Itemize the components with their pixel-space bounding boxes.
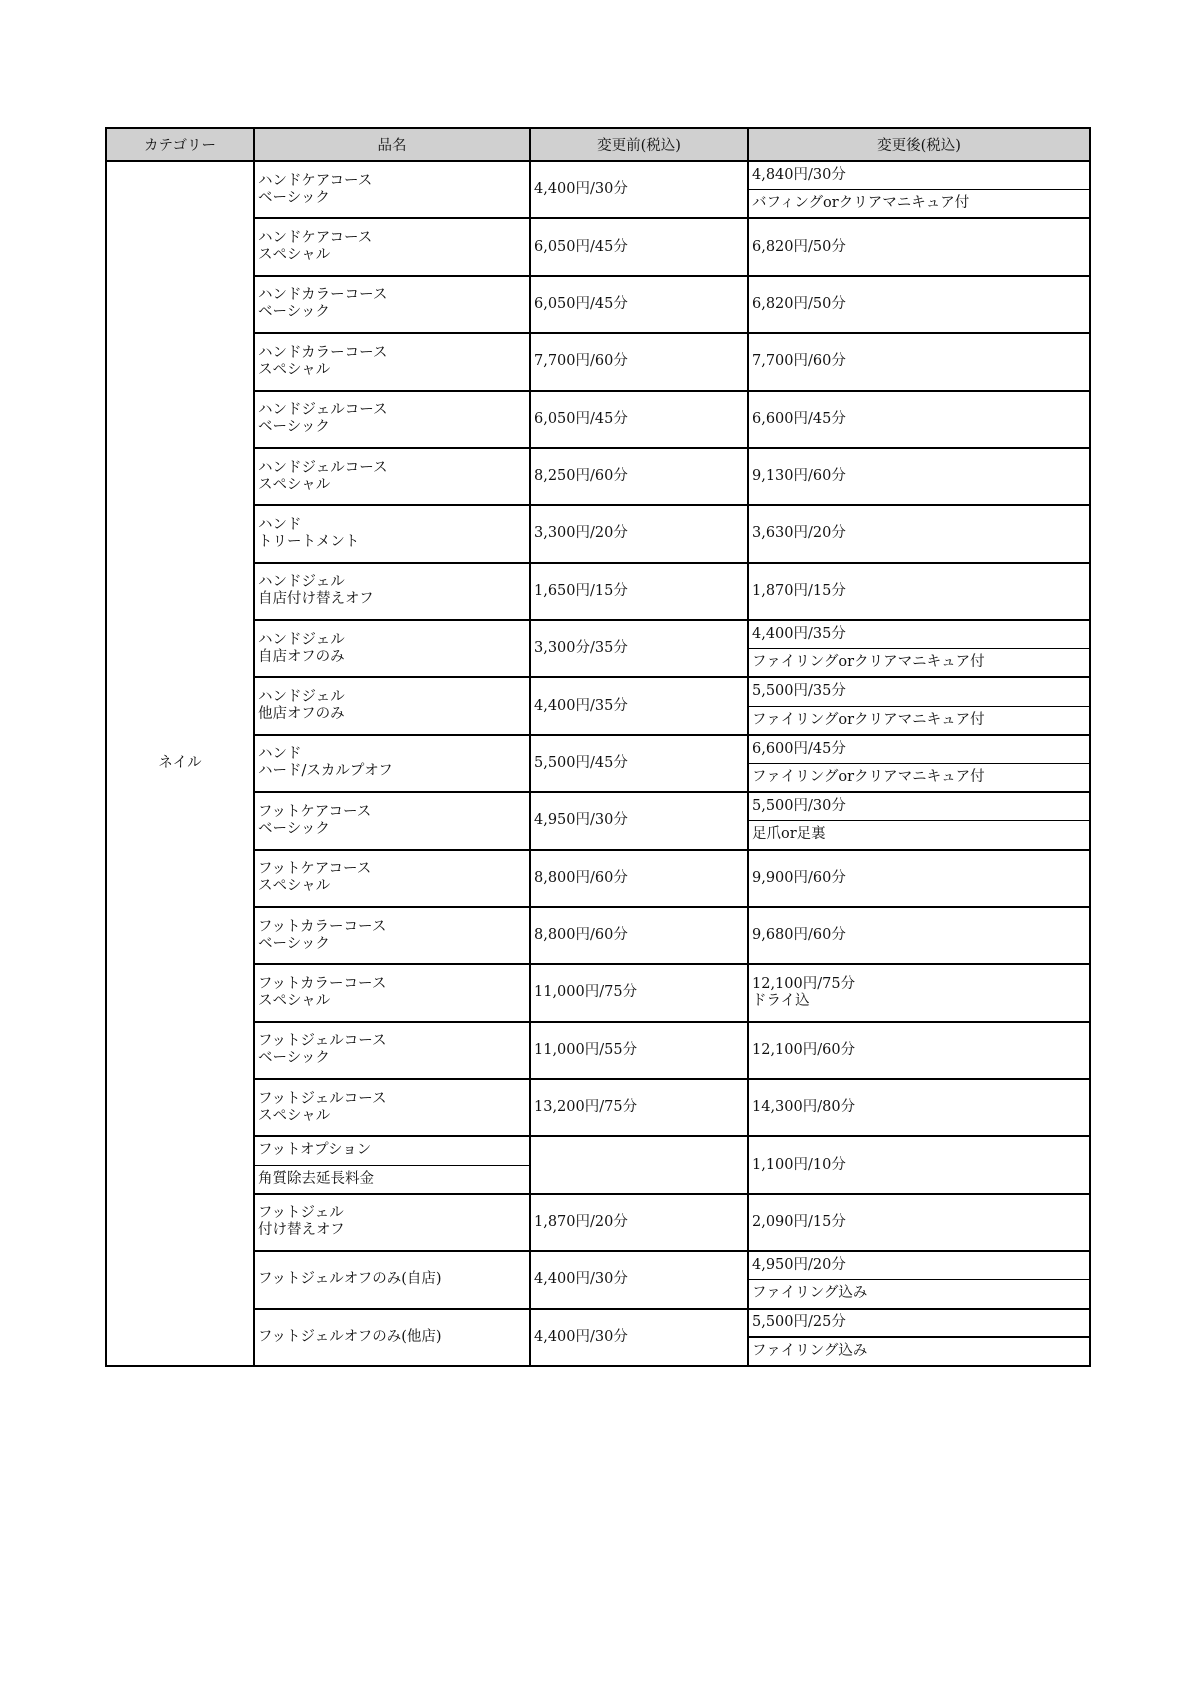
price-after-cell: 4,950円/20分 — [748, 1251, 1090, 1280]
table-row — [106, 620, 1090, 649]
text-line: ハンド — [258, 746, 302, 763]
price-after-cell: 4,400円/35分 — [748, 620, 1090, 649]
price-after-cell — [748, 1022, 1090, 1079]
item-name-cell — [254, 735, 530, 792]
item-name-cell — [254, 677, 530, 734]
price-before-cell: 6,050円/45分 — [530, 218, 748, 275]
price-table-body — [106, 161, 1090, 1366]
item-name-cell — [254, 276, 530, 333]
table-row — [106, 1022, 1090, 1051]
text-line: フットジェルコース — [258, 1033, 387, 1050]
price-before-cell: 11,000円/75分 — [530, 964, 748, 1021]
text-line: トリートメント — [258, 533, 360, 550]
text-line: ベーシック — [258, 935, 330, 952]
text-line: フットケアコース — [258, 803, 372, 820]
text-line: 14,300円/80分 — [752, 1099, 856, 1116]
text-line: 6,820円/50分 — [752, 238, 846, 255]
text-line: ハード/スカルプオフ — [258, 763, 393, 780]
price-before-cell: 13,200円/75分 — [530, 1079, 748, 1136]
table-row — [106, 1309, 1090, 1338]
price-before-cell: 4,400円/30分 — [530, 161, 748, 218]
text-line: 自店付け替えオフ — [258, 591, 374, 608]
header-price-before: 変更前(税込) — [530, 128, 748, 161]
text-line: フットカラーコース — [258, 918, 387, 935]
table-row — [106, 333, 1090, 362]
item-name-cell — [254, 333, 530, 390]
text-line: 自店オフのみ — [258, 648, 345, 665]
header-category: カテゴリー — [106, 128, 254, 161]
table-row — [106, 735, 1090, 764]
text-line: スペシャル — [258, 878, 331, 895]
price-after-note-cell: ファイリングorクリアマニキュア付 — [748, 706, 1090, 735]
text-line: 1,100円/10分 — [752, 1156, 846, 1173]
price-before-cell: 8,250円/60分 — [530, 448, 748, 505]
text-line: スペシャル — [258, 1107, 331, 1124]
price-after-cell: 5,500円/25分 — [748, 1309, 1090, 1338]
table-row — [106, 276, 1090, 305]
price-before-cell: 4,950円/30分 — [530, 792, 748, 849]
text-line: ハンドケアコース — [258, 172, 373, 189]
text-line: 付け替えオフ — [258, 1222, 345, 1239]
text-line: ハンドジェル — [258, 689, 345, 706]
text-line: ハンドジェル — [258, 574, 345, 591]
item-name-cell — [254, 850, 530, 907]
price-after-cell: 5,500円/30分 — [748, 792, 1090, 821]
text-line: スペシャル — [258, 247, 331, 264]
table-row — [106, 907, 1090, 936]
text-line: 6,820円/50分 — [752, 295, 846, 312]
text-line: 他店オフのみ — [258, 706, 345, 723]
text-line: ベーシック — [258, 419, 330, 436]
text-line: ハンドジェル — [258, 631, 345, 648]
price-after-note-cell: ファイリング込み — [748, 1280, 1090, 1309]
table-row — [106, 850, 1090, 879]
price-after-cell — [748, 333, 1090, 390]
price-before-cell: 1,650円/15分 — [530, 563, 748, 620]
text-line: 1,870円/15分 — [752, 582, 846, 599]
price-before-cell: 3,300円/20分 — [530, 505, 748, 562]
price-before-cell: 4,400円/30分 — [530, 1251, 748, 1308]
table-row — [106, 563, 1090, 592]
price-after-cell: 5,500円/35分 — [748, 677, 1090, 706]
item-name-cell — [254, 792, 530, 849]
text-line: 9,130円/60分 — [752, 468, 846, 485]
text-line: 9,900円/60分 — [752, 869, 846, 886]
item-name-cell: フットオプション — [254, 1136, 530, 1165]
text-line: ドライ込 — [752, 992, 810, 1009]
price-after-cell — [748, 448, 1090, 505]
item-name-cell: 角質除去延長料金 — [254, 1165, 530, 1194]
price-after-cell — [748, 1194, 1090, 1251]
text-line: スペシャル — [258, 476, 331, 493]
text-line: 2,090円/15分 — [752, 1213, 846, 1230]
header-item-name: 品名 — [254, 128, 530, 161]
price-after-note-cell: ファイリングorクリアマニキュア付 — [748, 763, 1090, 792]
text-line: ベーシック — [258, 189, 330, 206]
text-line: フットジェルオフのみ(自店) — [258, 1271, 442, 1288]
table-row — [106, 161, 1090, 190]
text-line: 12,100円/60分 — [752, 1041, 856, 1058]
table-row — [106, 1136, 1090, 1165]
text-line: ベーシック — [258, 820, 330, 837]
text-line: ハンドカラーコース — [258, 287, 388, 304]
text-line: フットジェル — [258, 1205, 344, 1222]
price-after-cell: 6,600円/45分 — [748, 735, 1090, 764]
text-line: 6,600円/45分 — [752, 410, 846, 427]
item-name-cell — [254, 1194, 530, 1251]
price-before-cell: 11,000円/55分 — [530, 1022, 748, 1079]
item-name-cell — [254, 907, 530, 964]
price-before-cell — [530, 1136, 748, 1193]
table-row — [106, 677, 1090, 706]
header-row — [106, 128, 1090, 161]
price-before-cell: 7,700円/60分 — [530, 333, 748, 390]
table-row — [106, 792, 1090, 821]
price-after-cell — [748, 276, 1090, 333]
text-line: 3,630円/20分 — [752, 525, 846, 542]
price-after-cell — [748, 218, 1090, 275]
price-after-cell — [748, 964, 1090, 1021]
price-after-cell — [748, 563, 1090, 620]
price-before-cell: 4,400円/30分 — [530, 1309, 748, 1366]
text-line: スペシャル — [258, 992, 331, 1009]
text-line: 9,680円/60分 — [752, 927, 846, 944]
item-name-cell — [254, 1251, 530, 1308]
item-name-cell — [254, 1309, 530, 1366]
price-after-note-cell: ファイリングorクリアマニキュア付 — [748, 649, 1090, 678]
text-line: フットジェルオフのみ(他店) — [258, 1328, 442, 1345]
item-name-cell — [254, 620, 530, 677]
text-line: ハンドケアコース — [258, 230, 373, 247]
price-before-cell: 6,050円/45分 — [530, 276, 748, 333]
table-row — [106, 1079, 1090, 1108]
price-before-cell: 8,800円/60分 — [530, 907, 748, 964]
item-name-cell — [254, 1022, 530, 1079]
table-row — [106, 505, 1090, 534]
price-after-cell — [748, 1136, 1090, 1193]
price-after-note-cell: バフィングorクリアマニキュア付 — [748, 190, 1090, 219]
price-after-note-cell: 足爪or足裏 — [748, 821, 1090, 850]
table-row — [106, 964, 1090, 993]
category-cell: ネイル — [106, 161, 254, 1366]
price-before-cell: 1,870円/20分 — [530, 1194, 748, 1251]
item-name-cell — [254, 505, 530, 562]
text-line: 12,100円/75分 — [752, 975, 856, 992]
price-before-cell: 8,800円/60分 — [530, 850, 748, 907]
item-name-cell — [254, 563, 530, 620]
text-line: ベーシック — [258, 304, 330, 321]
text-line: フットケアコース — [258, 861, 372, 878]
price-table — [105, 127, 1091, 1367]
table-row — [106, 1251, 1090, 1280]
text-line: ハンドカラーコース — [258, 344, 388, 361]
header-price-after: 変更後(税込) — [748, 128, 1090, 161]
text-line: スペシャル — [258, 361, 331, 378]
price-after-note-cell: ファイリング込み — [748, 1337, 1090, 1366]
item-name-cell — [254, 218, 530, 275]
price-after-cell — [748, 1079, 1090, 1136]
text-line: ハンド — [258, 516, 302, 533]
item-name-cell — [254, 964, 530, 1021]
text-line: 7,700円/60分 — [752, 353, 846, 370]
price-before-cell: 6,050円/45分 — [530, 391, 748, 448]
text-line: フットカラーコース — [258, 975, 387, 992]
price-before-cell: 4,400円/35分 — [530, 677, 748, 734]
price-after-cell — [748, 505, 1090, 562]
text-line: ハンドジェルコース — [258, 402, 388, 419]
text-line: フットジェルコース — [258, 1090, 387, 1107]
price-after-cell: 4,840円/30分 — [748, 161, 1090, 190]
price-before-cell: 5,500円/45分 — [530, 735, 748, 792]
price-after-cell — [748, 391, 1090, 448]
text-line: ベーシック — [258, 1050, 330, 1067]
item-name-cell — [254, 161, 530, 218]
item-name-cell — [254, 391, 530, 448]
price-before-cell: 3,300分/35分 — [530, 620, 748, 677]
table-row — [106, 448, 1090, 477]
price-after-cell — [748, 850, 1090, 907]
item-name-cell — [254, 448, 530, 505]
price-change-sheet — [105, 127, 1089, 1367]
table-row — [106, 218, 1090, 247]
table-row — [106, 391, 1090, 420]
text-line: ハンドジェルコース — [258, 459, 388, 476]
table-row — [106, 1194, 1090, 1223]
item-name-cell — [254, 1079, 530, 1136]
price-after-cell — [748, 907, 1090, 964]
